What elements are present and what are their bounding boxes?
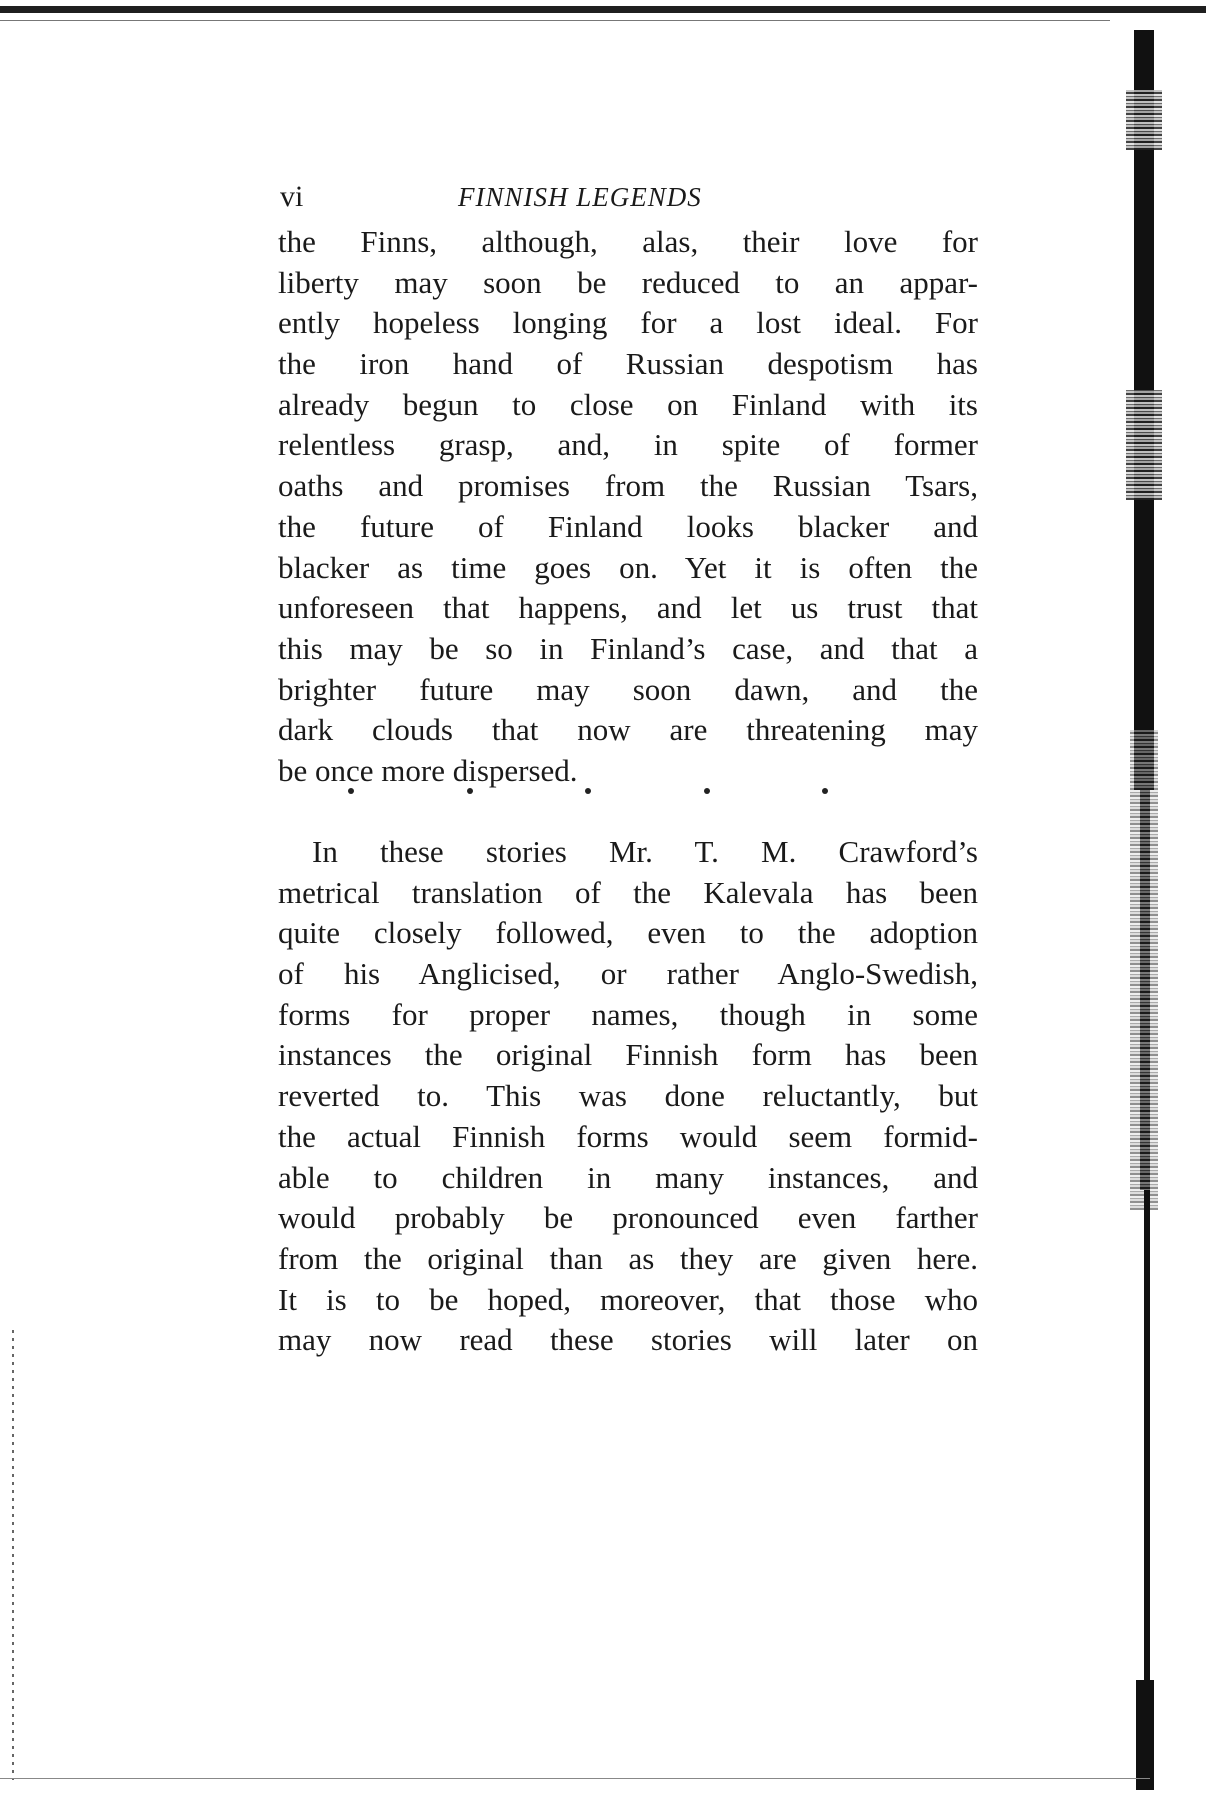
top-border-rule [0, 6, 1206, 13]
text-line: be once more dispersed. [278, 752, 578, 788]
top-thin-rule [0, 20, 1110, 21]
text-line: liberty may soon be reduced to an appar- [278, 264, 978, 300]
text-line: brighter future may soon dawn, and the [278, 671, 978, 707]
text-line: already begun to close on Finland with its [278, 386, 978, 422]
text-line: this may be so in Finland’s case, and that a [278, 630, 978, 666]
text-line: metrical translation of the Kalevala has been [278, 874, 978, 910]
text-line: the future of Finland looks blacker and [278, 508, 978, 544]
section-dot [348, 788, 354, 794]
page-binding-edge [1126, 30, 1162, 1790]
section-dot [704, 788, 710, 794]
text-line: from the original than as they are given here. [278, 1240, 978, 1276]
text-line: It is to be hoped, moreover, that those who [278, 1281, 978, 1317]
text-line: reverted to. This was done reluctantly, but [278, 1078, 978, 1114]
text-line: the Finns, although, alas, their love for [278, 224, 978, 259]
text-line: unforeseen that happens, and let us trust that [278, 590, 978, 626]
text-line: able to children in many instances, and [278, 1159, 978, 1195]
left-margin-mark [12, 1330, 14, 1780]
text-line: the iron hand of Russian despotism has [278, 346, 978, 382]
text-line: the actual Finnish forms would seem formid- [278, 1118, 978, 1154]
text-line: oaths and promises from the Russian Tsars, [278, 468, 978, 504]
paragraph-1 [278, 222, 978, 792]
text-line: forms for proper names, though in some [278, 996, 978, 1032]
book-page [278, 172, 978, 1358]
section-break-dots [348, 788, 828, 818]
section-dot [585, 788, 591, 794]
text-line: would probably be pronounced even farther [278, 1200, 978, 1236]
text-line: instances the original Finnish form has been [278, 1037, 978, 1073]
text-line: relentless grasp, and, in spite of former [278, 427, 978, 463]
section-dot [467, 788, 473, 794]
text-line: quite closely followed, even to the adoption [278, 915, 978, 951]
page-header [278, 172, 978, 222]
text-line: of his Anglicised, or rather Anglo-Swedish, [278, 956, 978, 992]
bottom-rule [0, 1778, 1150, 1779]
text-line: ently hopeless longing for a lost ideal. For [278, 305, 978, 341]
page-number: vi [280, 180, 304, 213]
text-line: In these stories Mr. T. M. Crawford’s [312, 834, 978, 869]
text-line: blacker as time goes on. Yet it is often the [278, 549, 978, 585]
text-line: may now read these stories will later on [278, 1322, 978, 1358]
running-head: FINNISH LEGENDS [458, 182, 702, 212]
section-dot [822, 788, 828, 794]
text-line: dark clouds that now are threatening may [278, 712, 978, 748]
paragraph-2 [278, 832, 978, 1361]
